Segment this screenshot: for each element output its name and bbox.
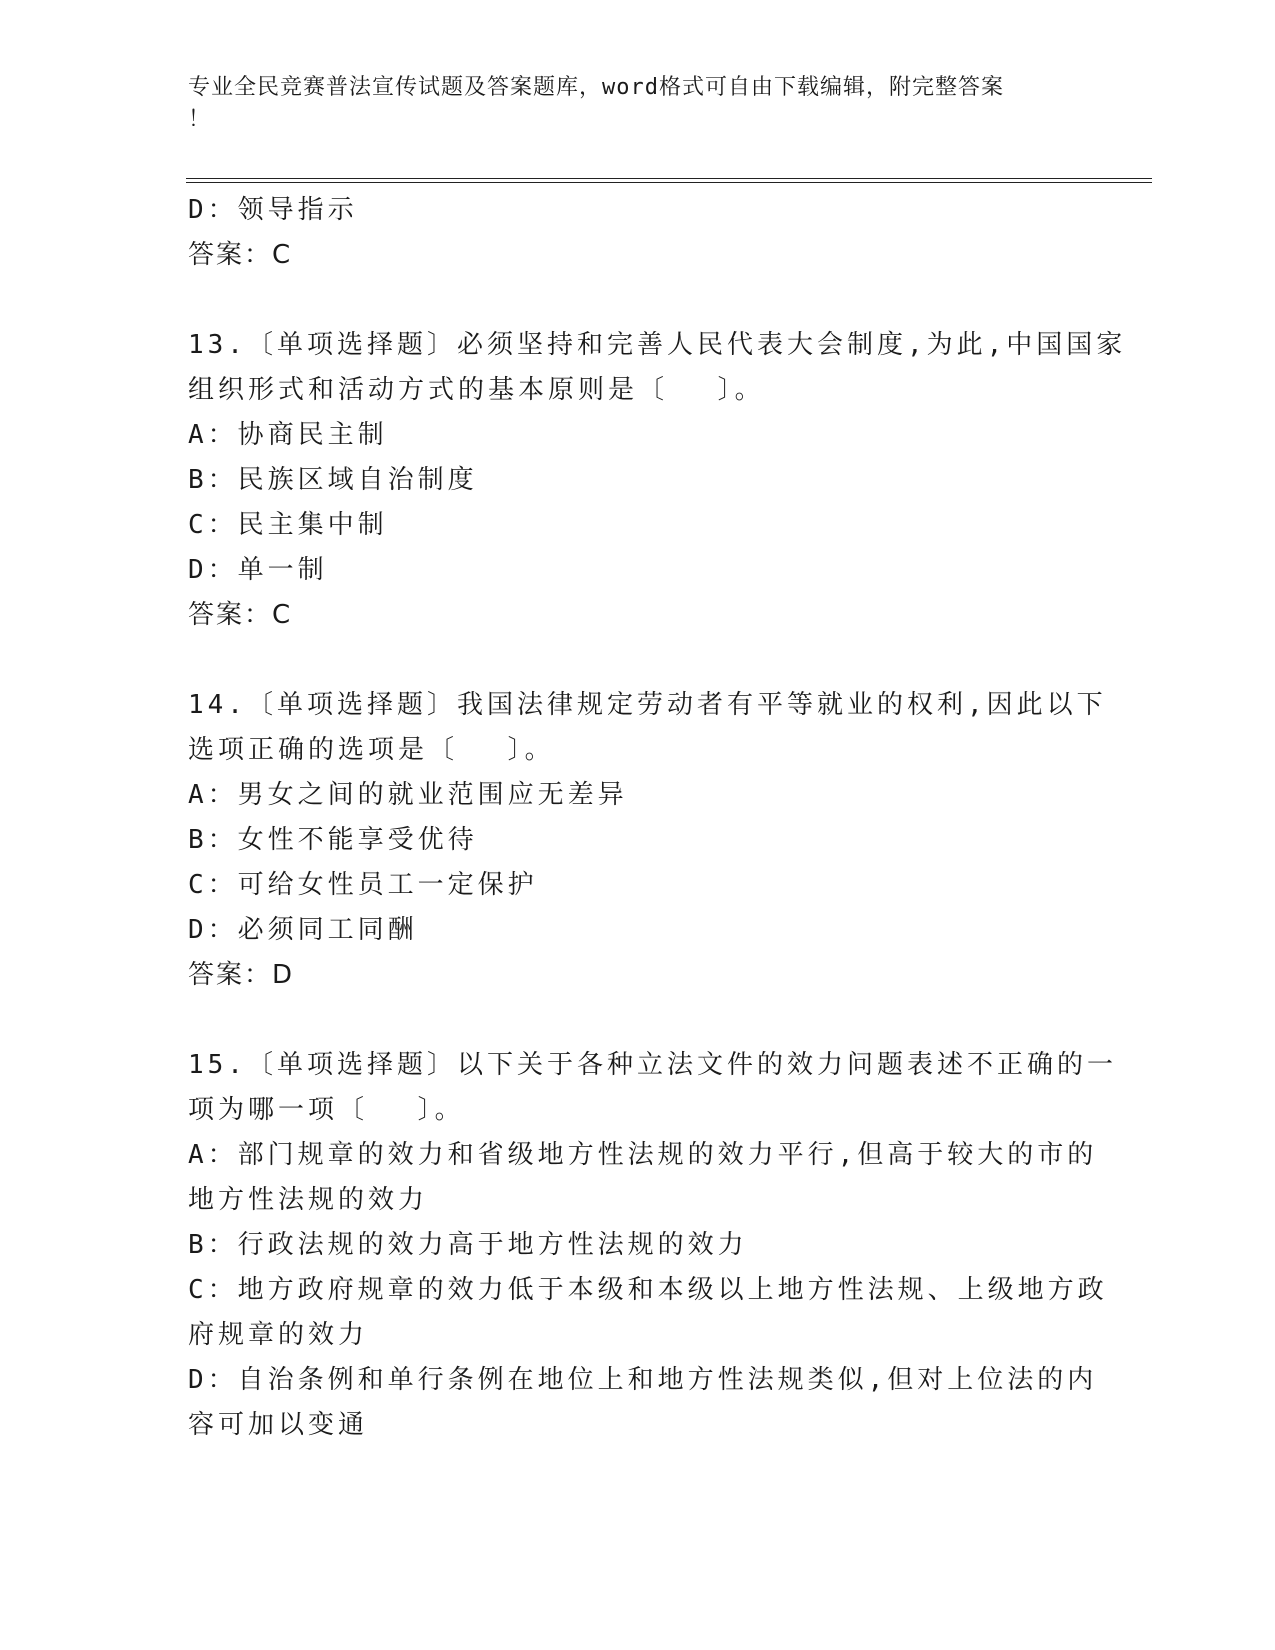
question-15: [188, 1043, 1117, 1448]
option-d: D：必须同工同酬: [188, 915, 418, 945]
option-a: A：男女之间的就业范围应无差异: [188, 780, 628, 810]
option-b: B：民族区域自治制度: [188, 465, 478, 495]
header-line-1: 专业全民竞赛普法宣传试题及答案题库，word格式可自由下载编辑，附完整答案: [188, 75, 1004, 100]
option-b: B：行政法规的效力高于地方性法规的效力: [188, 1230, 748, 1260]
question-12-tail: [188, 188, 1088, 278]
option-d: D：自治条例和单行条例在地位上和地方性法规类似,但对上位法的内: [188, 1365, 1098, 1395]
answer-line: 答案：C: [188, 600, 293, 630]
question-14: [188, 683, 1107, 998]
question-stem: 15.〔单项选择题〕以下关于各种立法文件的效力问题表述不正确的一: [188, 1050, 1117, 1080]
question-13: [188, 323, 1127, 638]
option-d: D：领导指示: [188, 195, 358, 225]
header-line-2: ！: [188, 107, 212, 132]
spacer: [188, 998, 1088, 1043]
option-a-continued: 地方性法规的效力: [188, 1185, 429, 1215]
header-divider-top: [186, 178, 1152, 179]
option-a: A：部门规章的效力和省级地方性法规的效力平行,但高于较大的市的: [188, 1140, 1098, 1170]
page-header: [188, 72, 1088, 136]
option-c: C：地方政府规章的效力低于本级和本级以上地方性法规、上级地方政: [188, 1275, 1108, 1305]
spacer: [188, 638, 1088, 683]
question-stem-continued: 选项正确的选项是〔 〕。: [188, 735, 555, 765]
option-a: A：协商民主制: [188, 420, 388, 450]
answer-line: 答案：D: [188, 960, 295, 990]
option-c: C：可给女性员工一定保护: [188, 870, 538, 900]
question-stem: 14.〔单项选择题〕我国法律规定劳动者有平等就业的权利,因此以下: [188, 690, 1107, 720]
option-d-continued: 容可加以变通: [188, 1410, 369, 1440]
question-list: [188, 188, 1127, 1448]
header-divider-bottom: [186, 182, 1152, 183]
question-stem-continued: 项为哪一项〔 〕。: [188, 1095, 465, 1125]
option-c: C：民主集中制: [188, 510, 388, 540]
spacer: [188, 278, 1088, 323]
answer-line: 答案：C: [188, 240, 293, 270]
option-b: B：女性不能享受优待: [188, 825, 478, 855]
option-d: D：单一制: [188, 555, 328, 585]
question-stem: 13.〔单项选择题〕必须坚持和完善人民代表大会制度,为此,中国国家: [188, 330, 1127, 360]
option-c-continued: 府规章的效力: [188, 1320, 369, 1350]
question-stem-continued: 组织形式和活动方式的基本原则是〔 〕。: [188, 375, 765, 405]
